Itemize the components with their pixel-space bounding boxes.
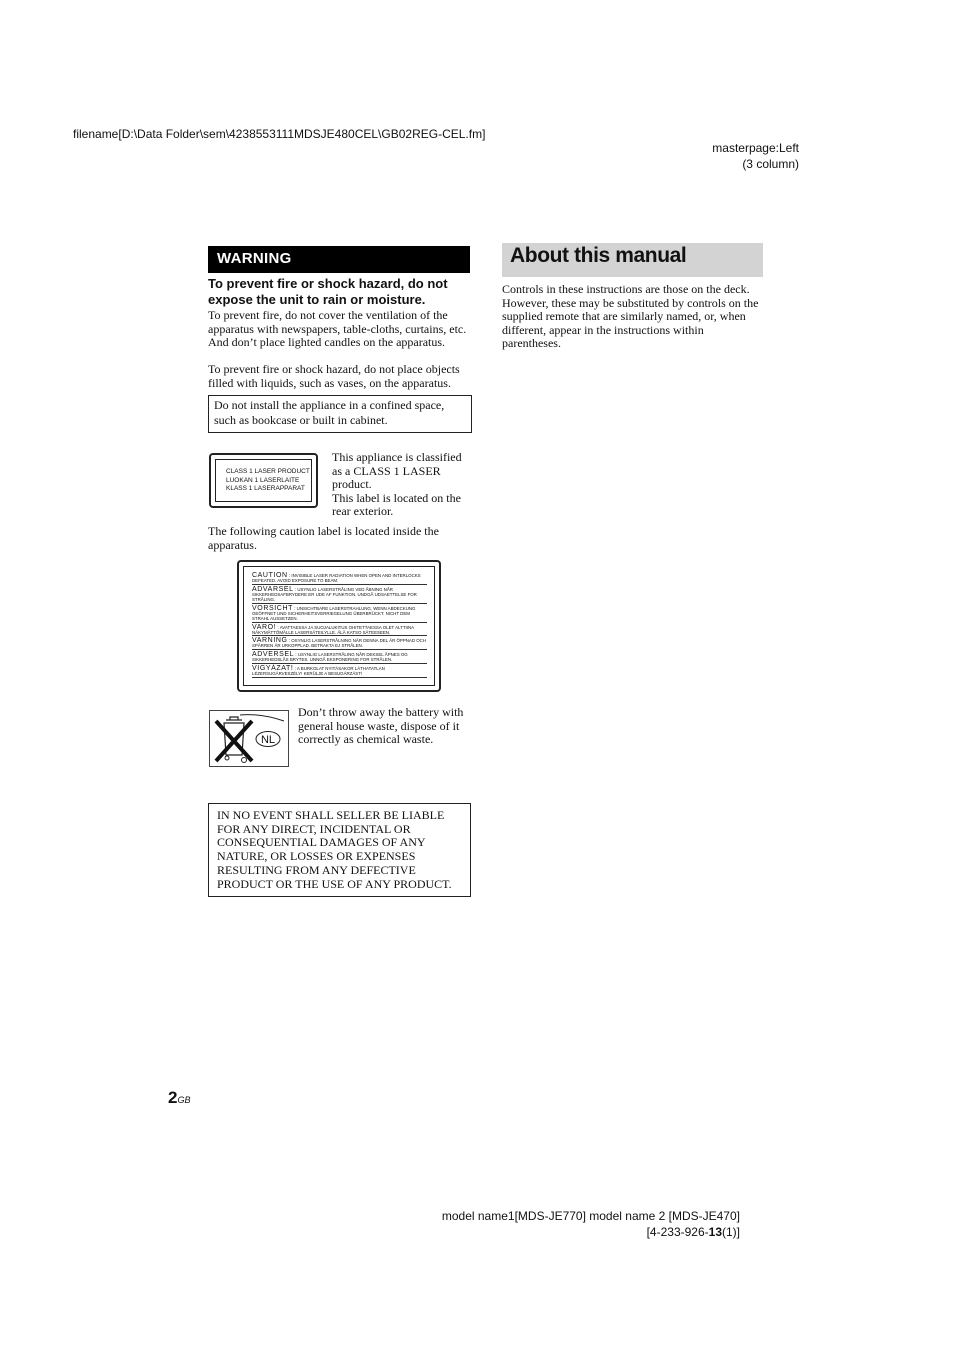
caution-label-image (237, 560, 441, 692)
laser-class-desc: This appliance is classified as a CLASS 1 LASER product. (332, 450, 462, 491)
about-manual-text: Controls in these instructions are those on the deck. However, these may be substituted by controls on the supplied remote that are similarly named, or, when different, appear in the instructions within parentheses. (502, 282, 759, 350)
caution-label-entry: VORSICHT : UNSICHTBARE LASERSTRAHLUNG, WENN ABDECKUNG GEÖFFNET UND SICHERHEITSVERRIEGELUNG ÜBERBRÜCKT. NICHT DEM STRAHL AUSSETZEN. (252, 606, 427, 623)
caution-label-entry: ADVARSEL : USYNLIG LASERSTRÅLING VED ÅBNING NÅR SIKKERHEDSAFBRYDERE ER UDE AF FUNKTION. UNDGÅ UDSAETTELSE FOR STRÅLING. (252, 587, 427, 604)
laser-label-line: LUOKAN 1 LASERLAITE (226, 476, 300, 484)
caution-label-entry: VARNING : OSYNLIG LASERSTRÅLNING NÄR DENNA DEL ÄR ÖPPNAD OCH SPÄRREN ÄR URKOPPLAD. BETRAKTA EJ STRÅLEN. (252, 637, 427, 649)
page-number (168, 1088, 190, 1108)
caution-label-inner (243, 566, 435, 686)
about-manual-heading: About this manual (502, 243, 763, 277)
liquids-warning-text: To prevent fire or shock hazard, do not place objects filled with liquids, such as vases, on the apparatus. (208, 362, 460, 390)
footer-model-names: model name1[MDS-JE770] model name 2 [MDS-JE470] (441, 1209, 740, 1223)
caution-label-intro: The following caution label is located inside the apparatus. (208, 524, 439, 552)
laser-label-line: KLASS 1 LASERAPPARAT (226, 485, 305, 492)
caution-label-entry: VIGYÁZAT! : A BURKOLAT NYITÁSAKOR LÁTHATATLAN LÉZERSUGÁRVESZÉLY! KERÜLJE A BESUGÁRZÁST! (252, 666, 427, 678)
caution-label-entry: CAUTION : INVISIBLE LASER RADIATION WHEN OPEN AND INTERLOCKS DEFEATED. AVOID EXPOSURE TO BEAM. (252, 573, 427, 585)
battery-disposal-text: Don’t throw away the battery with general house waste, dispose of it correctly as chemical waste. (298, 705, 464, 746)
crossed-bin-icon (210, 711, 288, 766)
class1-laser-label-image (209, 453, 318, 508)
warning-heading: WARNING (208, 246, 470, 273)
header-filename: filename[D:\Data Folder\sem\4238553111MDSJE480CEL\GB02REG-CEL.fm] (73, 127, 486, 141)
battery-disposal-logo (209, 710, 289, 767)
masterpage-line2: (3 column) (742, 157, 799, 171)
footer-part-code: [4-233-926-13(1)] (646, 1225, 740, 1239)
laser-label-line: CLASS 1 LASER PRODUCT (226, 468, 310, 475)
laser-classification-text (332, 451, 472, 519)
liability-disclaimer: IN NO EVENT SHALL SELLER BE LIABLE FOR ANY DIRECT, INCIDENTAL OR CONSEQUENTIAL DAMAGES OF ANY NATURE, OR LOSSES OR EXPENSES RESULTING FROM ANY DEFECTIVE PRODUCT OR THE USE OF ANY PRODUCT. (208, 803, 471, 897)
caution-label-entry: ADVERSEL : USYNLIG LASERSTRÅLING NÅR DEKSEL ÅPNES OG SIKKERHEDSLÅS BRYTES. UNNGÅ EKSPONERING FOR STRÅLEN. (252, 652, 427, 664)
header-masterpage (712, 140, 799, 172)
masterpage-line1: masterpage:Left (712, 141, 799, 155)
warning-subhead: To prevent fire or shock hazard, do not expose the unit to rain or moisture. (208, 276, 448, 307)
laser-label-location: This label is located on the rear exterior. (332, 490, 461, 518)
page-number-suffix: GB (177, 1095, 191, 1105)
laser-label-inner (215, 459, 312, 502)
caution-label-entry: VARO! : AVATTAESSA JA SUOJALUKITUS OHITETTAESSA OLET ALTTIINA NÄKYMÄTTÖMÄLLE LASERSÄTEILYLLE. ÄLÄ KATSO SÄTEESEEN. (252, 625, 427, 637)
ventilation-warning-text: To prevent fire, do not cover the ventilation of the apparatus with newspapers, table-cloths, curtains, etc. And don’t place lighted candles on the apparatus. (208, 308, 467, 349)
footer-model-info (442, 1208, 740, 1240)
page-number-value: 2 (168, 1088, 178, 1107)
nl-mark: NL (260, 734, 276, 746)
confined-space-notice: Do not install the appliance in a confined space, such as bookcase or built in cabinet. (208, 395, 472, 433)
